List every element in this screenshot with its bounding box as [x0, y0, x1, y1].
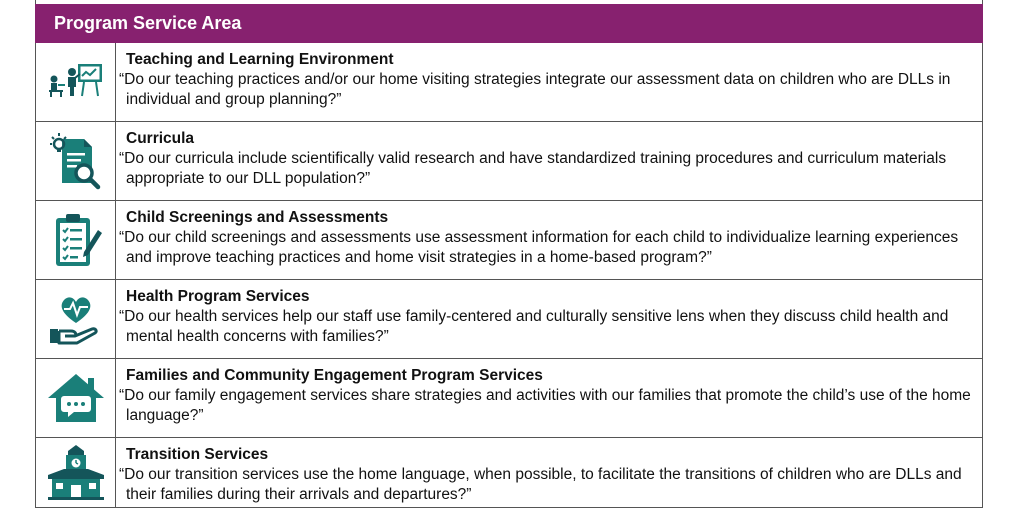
heart-hand-icon: [44, 287, 108, 351]
table-row: [35, 359, 983, 438]
row-title: Families and Community Engagement Program Services: [126, 367, 543, 384]
house-chat-icon: [44, 366, 108, 430]
row-question: “Do our transition services use the home language, when possible, to facilitate the transitions of children who are DLLs and their families during their arrivals and departures?”: [119, 466, 962, 503]
row-title: Child Screenings and Assessments: [126, 209, 389, 226]
table-row: [35, 122, 983, 201]
row-icon-cell: [36, 280, 116, 358]
row-question: “Do our teaching practices and/or our home visiting strategies integrate our assessment data on children who are DLLs in individual and group planning?”: [119, 71, 951, 108]
table-row: [35, 43, 983, 122]
row-title: Health Program Services: [126, 288, 310, 305]
row-title: Teaching and Learning Environment: [126, 51, 394, 68]
row-icon-cell: [36, 43, 116, 121]
row-text-cell: [116, 438, 982, 507]
row-title: Transition Services: [126, 446, 269, 463]
row-question: “Do our family engagement services share strategies and activities with our families that promote the child’s use of the home language?”: [119, 387, 971, 424]
row-text-cell: [116, 280, 982, 358]
table-row: [35, 280, 983, 359]
row-question: “Do our health services help our staff use family-centered and culturally sensitive lens when they discuss child health and mental health concerns with families?”: [119, 308, 949, 345]
row-title: Curricula: [126, 130, 195, 147]
schoolhouse-icon: [44, 441, 108, 505]
table-header: [35, 4, 983, 43]
row-icon-cell: [36, 122, 116, 200]
row-text-cell: [116, 201, 982, 279]
row-icon-cell: [36, 359, 116, 437]
header-title: Program Service Area: [54, 13, 242, 33]
row-text-cell: [116, 122, 982, 200]
row-question: “Do our curricula include scientifically valid research and have standardized training procedures and curriculum materials appropriate to our DLL population?”: [119, 150, 947, 187]
service-area-table: [35, 0, 983, 508]
row-icon-cell: [36, 438, 116, 507]
table-row: [35, 438, 983, 508]
row-icon-cell: [36, 201, 116, 279]
row-question: “Do our child screenings and assessments use assessment information for each child to individualize learning experiences and improve teaching practices and home visit strategies in a home-based program?”: [119, 229, 959, 266]
document-magnifier-icon: [44, 129, 108, 193]
clipboard-checklist-icon: [44, 208, 108, 272]
table-row: [35, 201, 983, 280]
classroom-teaching-icon: [44, 50, 108, 114]
row-text-cell: [116, 43, 982, 121]
row-text-cell: [116, 359, 982, 437]
